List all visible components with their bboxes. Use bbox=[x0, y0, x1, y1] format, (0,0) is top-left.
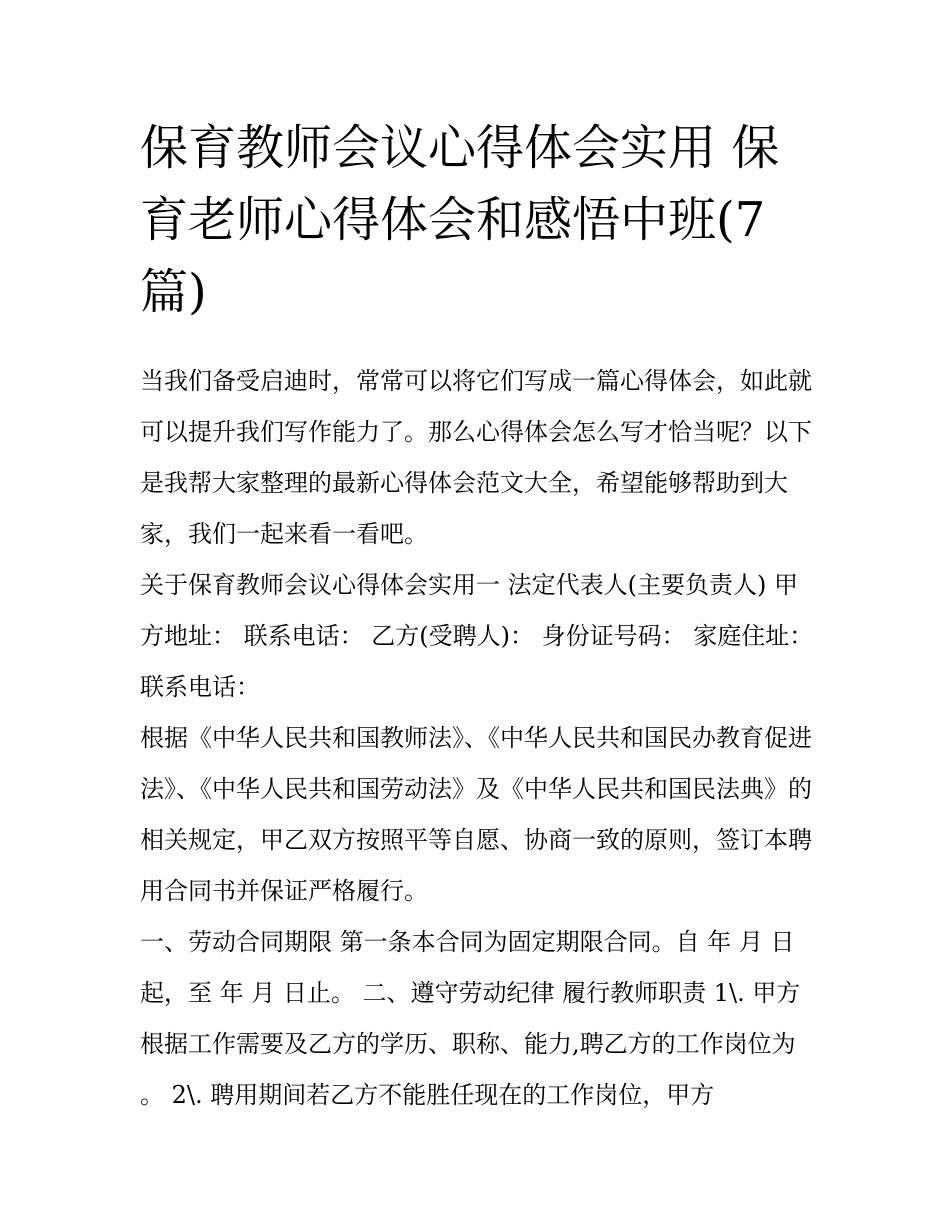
document-body bbox=[140, 356, 820, 1121]
party-info-paragraph: 关于保育教师会议心得体会实用一 法定代表人(主要负责人) 甲方地址： 联系电话： 乙方(受聘人)： 身份证号码： 家庭住址： 联系电话： bbox=[140, 571, 814, 701]
legal-basis-paragraph: 根据《中华人民共和国教师法》、《中华人民共和国民办教育促进法》、《中华人民共和国劳动法》及《中华人民共和国民法典》的相关规定，甲乙双方按照平等自愿、协商一致的原则，签订本聘用合同书并保证严格履行。 bbox=[140, 724, 812, 905]
intro-paragraph: 当我们备受启迪时，常常可以将它们写成一篇心得体会，如此就可以提升我们写作能力了。那么心得体会怎么写才恰当呢？以下是我帮大家整理的最新心得体会范文大全，希望能够帮助到大家，我们一起来看一看吧。 bbox=[140, 367, 812, 548]
document-title: 保育教师会议心得体会实用 保育老师心得体会和感悟中班(7篇) bbox=[140, 120, 780, 320]
contract-terms-paragraph: 一、劳动合同期限 第一条本合同为固定期限合同。自 年 月 日起，至 年 月 日止。 二、遵守劳动纪律 履行教师职责 1\. 甲方根据工作需要及乙方的学历、职称、能力,聘乙方的工作岗位为 。 2\. 聘用期间若乙方不能胜任现在的工作岗位，甲方 bbox=[140, 928, 801, 1109]
